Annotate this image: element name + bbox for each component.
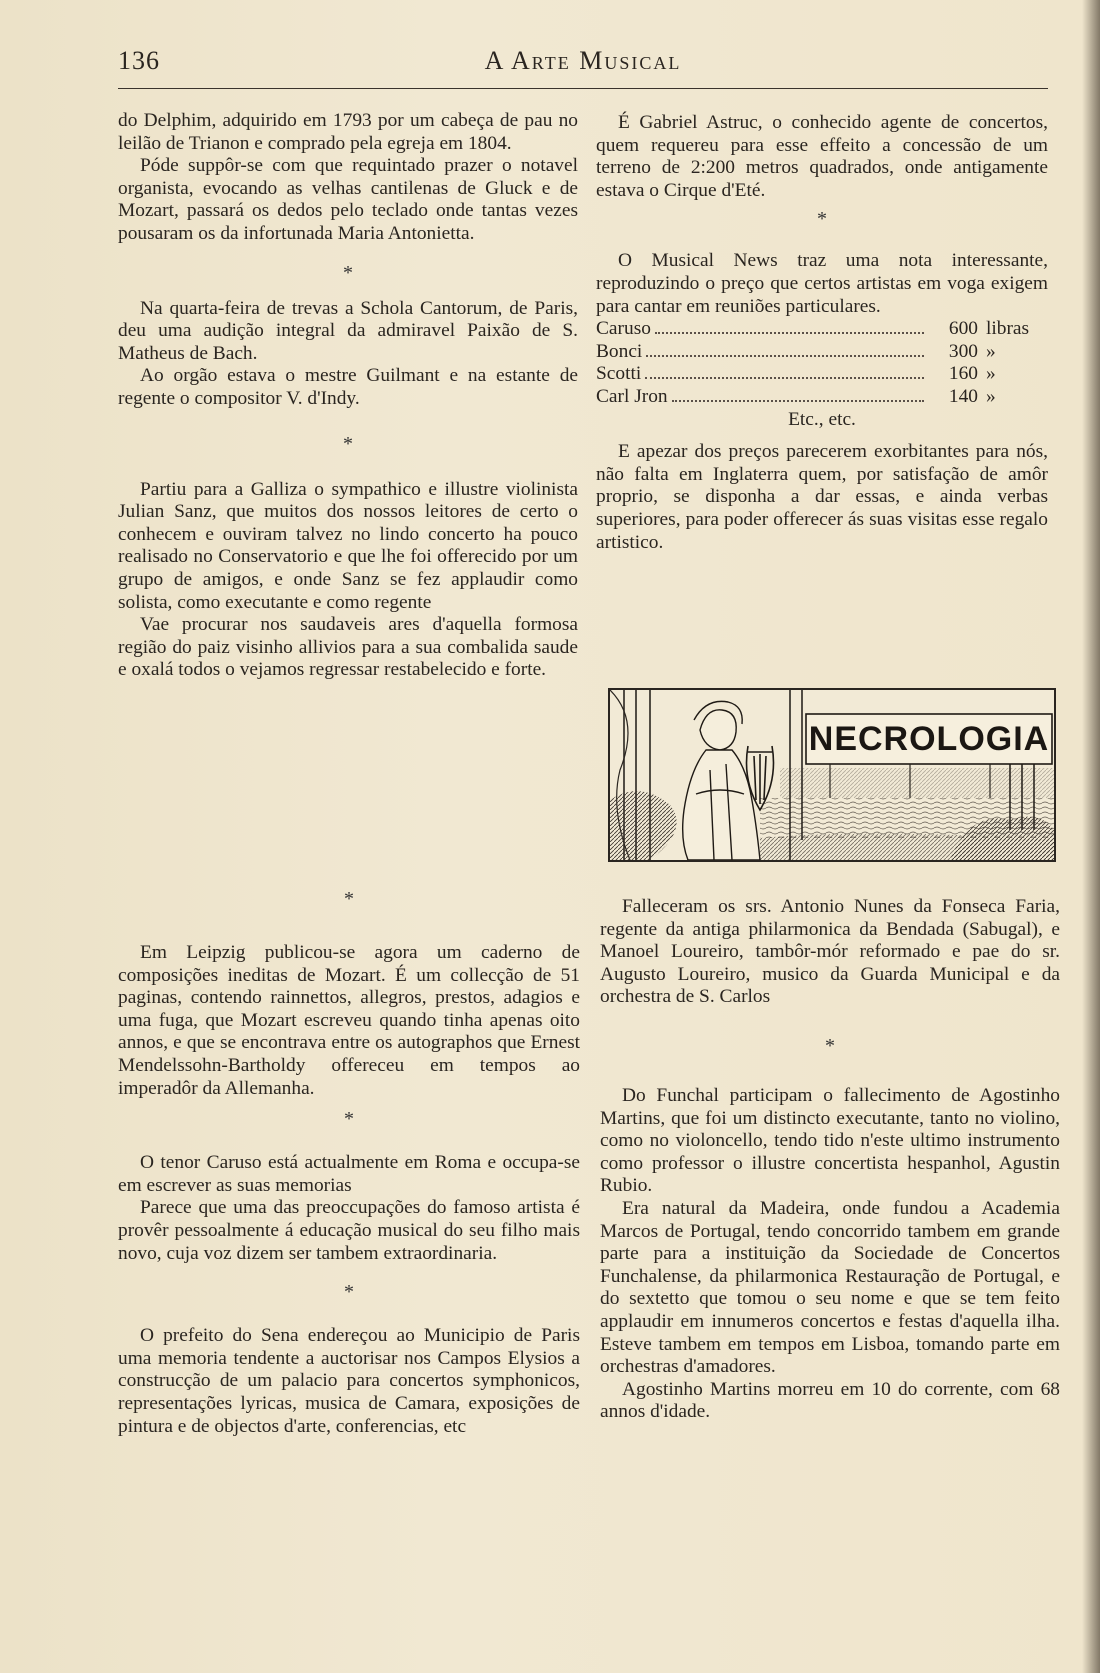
necrologia-title: NECROLOGIA bbox=[808, 720, 1050, 758]
paragraph-guilmant: Ao orgão estava o mestre Guilmant e na estante de regente o compositor V. d'Indy. bbox=[118, 365, 578, 409]
section-separator-star: * bbox=[817, 208, 827, 231]
paragraph-organista: Póde suppôr-se com que requintado prazer o notavel organista, evocando as velhas cantilenas de Gluck e de Mozart, passará os dedos pelo teclado onde tantas vezes pousaram os da infortunada Maria Antonietta. bbox=[118, 155, 578, 244]
price-list bbox=[596, 318, 1048, 408]
singer-name: Caruso bbox=[596, 318, 651, 340]
right-column-bottom bbox=[600, 896, 1060, 1424]
page-number: 136 bbox=[118, 46, 160, 75]
page-header bbox=[118, 38, 1048, 78]
price-row bbox=[596, 386, 1048, 409]
header-rule bbox=[118, 88, 1048, 89]
right-column-top bbox=[596, 112, 1048, 554]
leader-dots bbox=[646, 355, 924, 357]
paragraph-falleceram: Falleceram os srs. Antonio Nunes da Fonseca Faria, regente da antiga philarmonica da Bendada (Sabugal), e Manoel Loureiro, tambôr-mór reformado e pae do sr. Augusto Loureiro, musico da Guarda Municipal e da orchestra de S. Carlos bbox=[600, 896, 1060, 1008]
price-unit: » bbox=[986, 363, 996, 385]
left-column-bottom bbox=[118, 888, 580, 1438]
leader-dots bbox=[645, 377, 924, 379]
price-list-etc: Etc., etc. bbox=[788, 408, 856, 430]
section-separator-star: * bbox=[343, 432, 353, 455]
price-unit: libras bbox=[986, 318, 1030, 340]
singer-name: Carl Jron bbox=[596, 385, 668, 407]
price-value: 160 bbox=[948, 363, 978, 385]
paragraph-funchal: Do Funchal participam o fallecimento de Agostinho Martins, que foi um distincto executante, tanto no violino, como no violoncello, tendo tido n'este ultimo instrumento como professor o illustre concertista hespanhol, Agustin Rubio. bbox=[600, 1084, 1060, 1197]
leader-dots bbox=[655, 332, 924, 334]
price-unit: » bbox=[986, 340, 996, 362]
leader-dots bbox=[672, 400, 924, 402]
section-separator-star: * bbox=[344, 1281, 354, 1304]
paragraph-agostinho-martins: Agostinho Martins morreu em 10 do corrente, com 68 annos d'idade. bbox=[600, 1378, 1060, 1423]
singer-name: Bonci bbox=[596, 340, 643, 362]
price-value: 140 bbox=[948, 385, 978, 407]
left-column-top bbox=[118, 110, 578, 682]
paragraph-galliza: Vae procurar nos saudaveis ares d'aquella formosa região do paiz visinho allivios para a sua combalida saude e oxalá todos o vejamos regressar restabelecido e forte. bbox=[118, 614, 578, 681]
necrologia-banner bbox=[608, 688, 1056, 862]
section-separator-star: * bbox=[343, 261, 353, 284]
paragraph-caruso: O tenor Caruso está actualmente em Roma e occupa-se em escrever as suas memorias bbox=[118, 1152, 580, 1196]
singer-name: Scotti bbox=[596, 363, 642, 385]
price-value: 300 bbox=[948, 340, 978, 362]
paragraph-leipzig: Em Leipzig publicou-se agora um caderno de composições ineditas de Mozart. É um collecção de 51 paginas, contendo rainnettos, allegros, prestos, adagios e uma fuga, que Mozart escreveu quando tinha apenas oito annos, e que se encontrava entre os autographos que Ernest Mendelssohn-Bartholdy offereceu em tempos ao imperadôr da Allemanha. bbox=[118, 942, 580, 1099]
price-row bbox=[596, 363, 1048, 386]
section-separator-star: * bbox=[344, 1108, 354, 1131]
paragraph-julian-sanz: Partiu para a Galliza o sympathico e illustre violinista Julian Sanz, que muitos dos nossos leitores de certo o conhecem e ouviram talvez no lindo concerto ha pouco realisado no Conservatorio e que lhe foi offerecido por um grupo de amigos, e onde Sanz se fez applaudir como solista, como executante e como regente bbox=[118, 478, 578, 613]
paragraph-madeira: Era natural da Madeira, onde fundou a Academia Marcos de Portugal, tendo concorrido tambem em grande parte para a instituição da Sociedade de Concertos Funchalense, da philarmonica Restauração de Portugal, e do sextetto que tomou o seu nome e que se tem feito applaudir em innumeros concertos e festas d'aquella ilha. Esteve tambem em tempos em Lisboa, tomando parte em orchestras d'amadores. bbox=[600, 1197, 1060, 1378]
paragraph-schola-cantorum: Na quarta-feira de trevas a Schola Cantorum, de Paris, deu uma audição integral da admiravel Paixão de S. Matheus de Bach. bbox=[118, 297, 578, 364]
paragraph-prefeito-sena: O prefeito do Sena endereçou ao Municipio de Paris uma memoria tendente a auctorisar nos Campos Elysios a construcção de um palacio para concertos symphonicos, representações lyricas, musica de Camara, exposições de pintura e de objectos d'arte, conferencias, etc bbox=[118, 1325, 580, 1437]
paragraph-caruso-filho: Parece que uma das preoccupações do famoso artista é provêr pessoalmente á educação musical do seu filho mais novo, cuja voz dizem ser tambem extraordinaria. bbox=[118, 1197, 580, 1264]
section-separator-star: * bbox=[344, 888, 354, 910]
running-title: A Arte Musical bbox=[484, 46, 682, 75]
price-unit: » bbox=[986, 385, 996, 407]
paragraph-exorbitantes: E apezar dos preços parecerem exorbitantes para nós, não falta em Inglaterra quem, por satisfação de amôr proprio, se disponha a dar essas, e ainda verbas superiores, para poder offerecer ás suas visitas esse regalo artistico. bbox=[596, 441, 1048, 553]
price-row bbox=[596, 341, 1048, 364]
price-row bbox=[596, 318, 1048, 341]
paragraph-astruc: É Gabriel Astruc, o conhecido agente de concertos, quem requereu para esse effeito a concessão de um terreno de 2:200 metros quadrados, onde antigamente estava o Cirque d'Eté. bbox=[596, 112, 1048, 201]
price-value: 600 bbox=[948, 318, 978, 340]
page-edge-shadow bbox=[1082, 0, 1100, 1673]
paragraph-musical-news: O Musical News traz uma nota interessante, reproduzindo o preço que certos artistas em voga exigem para cantar em reuniões particulares. bbox=[596, 250, 1048, 317]
section-separator-star: * bbox=[825, 1034, 835, 1057]
paragraph-delphim: do Delphim, adquirido em 1793 por um cabeça de pau no leilão de Trianon e comprado pela egreja em 1804. bbox=[118, 110, 578, 154]
